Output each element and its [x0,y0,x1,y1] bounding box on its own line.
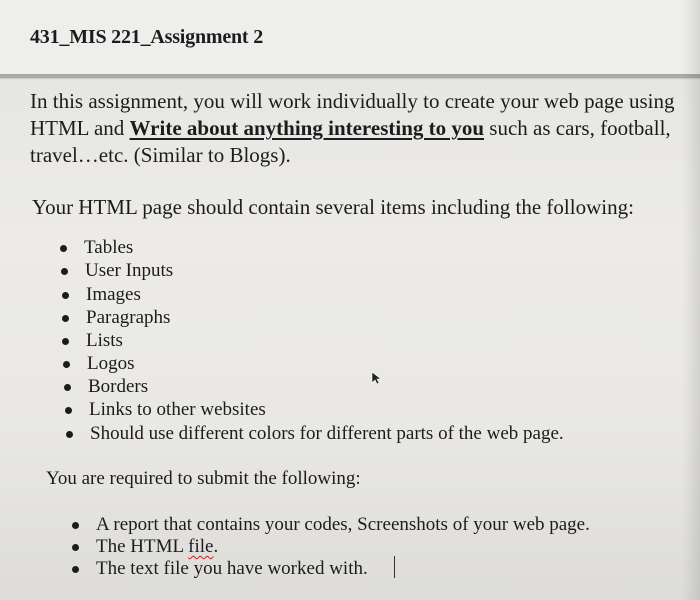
intro-emphasis: Write about anything interesting to you [129,116,485,140]
list-item [89,399,266,421]
bullet-icon [72,522,79,529]
intro-text-start: In this assignment, you will work individually to create your web page using HTML and [30,89,675,140]
bullet-icon [62,315,69,322]
bullet-icon [63,361,70,368]
page-edge-shadow [682,0,700,600]
list-item-label: Tables [84,237,134,258]
list-item-label: Paragraphs [86,307,171,328]
list-item-label: Should use different colors for different parts of the web page. [90,423,564,444]
bullet-icon [72,566,79,573]
bullet-icon [62,292,69,299]
list-item [86,330,123,352]
submit-item [96,558,368,580]
bullet-icon [61,268,68,275]
text-caret [394,556,395,578]
list-item-label: Logos [87,353,135,374]
list-item [88,376,148,398]
submit-item-suffix: . [213,536,219,557]
mouse-pointer-icon [370,371,384,385]
submit-item-label: A report that contains your codes, Screenshots of your web page. [96,514,590,535]
list-item-label: User Inputs [85,260,174,281]
bullet-icon [64,384,71,391]
list-item [86,307,170,329]
intro-text-end: such as cars, football, travel…etc. (Similar to Blogs). [30,116,671,167]
intro-paragraph [30,88,690,169]
list-item-label: Borders [88,376,149,397]
list-item [84,237,133,259]
list-item [90,423,564,445]
list-item [87,353,135,375]
document-title: 431_MIS 221_Assignment 2 [30,26,263,48]
bullet-icon [60,245,67,252]
list-item [86,284,141,306]
submit-heading: You are required to submit the following: [46,468,361,489]
list-item-label: Lists [86,330,123,351]
items-heading: Your HTML page should contain several items including the following: [32,195,634,219]
spellcheck-word: file [188,536,214,557]
bullet-icon [72,544,79,551]
submit-item [96,536,218,558]
bullet-icon [66,431,73,438]
submit-item [96,514,590,536]
bullet-icon [62,338,69,345]
list-item-label: Images [86,284,141,305]
submit-item-label: The HTML [96,536,189,557]
title-divider [0,74,700,78]
list-item [85,260,173,282]
submit-item-label: The text file you have worked with. [96,558,368,579]
bullet-icon [65,407,72,414]
list-item-label: Links to other websites [89,399,266,420]
